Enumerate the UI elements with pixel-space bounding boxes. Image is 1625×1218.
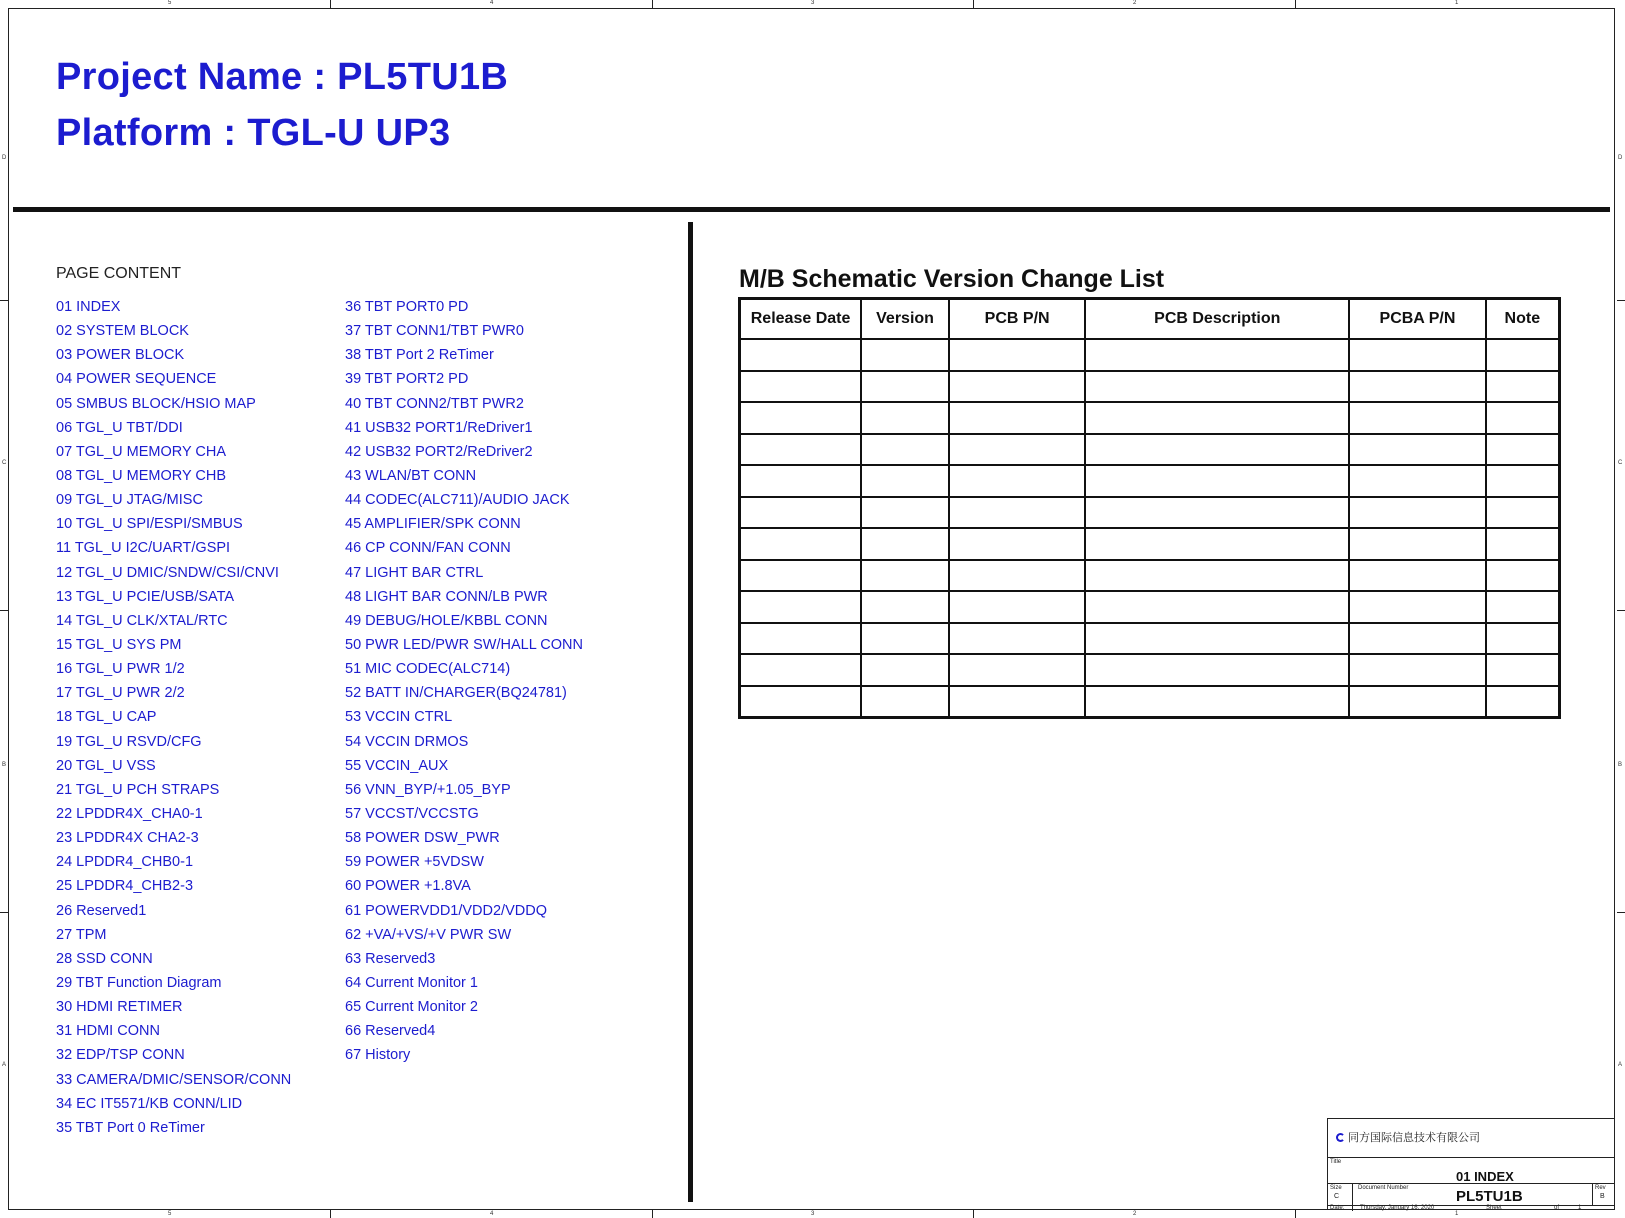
page-content-item: 01 INDEX [56,299,121,315]
table-cell [949,465,1085,497]
zone-tick [330,0,331,8]
project-name-heading: Project Name : PL5TU1B [56,56,509,98]
page-content-item: 36 TBT PORT0 PD [345,299,469,315]
version-change-table [738,297,1561,719]
table-cell [1349,591,1485,623]
table-cell [1486,465,1560,497]
page-content-item: 53 VCCIN CTRL [345,709,453,726]
table-cell [949,339,1085,371]
table-row [740,371,1560,403]
zone-label: A [1618,1062,1623,1068]
table-cell [1085,497,1349,529]
page-content-item: 24 LPDDR4_CHB0-1 [56,854,194,871]
table-cell [861,686,949,718]
page-content-item: 29 TBT Function Diagram [56,974,222,991]
table-cell [740,402,862,434]
table-cell [861,339,949,371]
table-cell [1349,497,1485,529]
page-content-item: 31 HDMI CONN [56,1023,160,1040]
table-cell [1085,560,1349,592]
zone-tick [0,610,8,611]
zone-tick [973,0,974,8]
table-cell [740,528,862,560]
platform-heading: Platform : TGL-U UP3 [56,112,451,154]
table-cell [1085,402,1349,434]
page-content-item: 28 SSD CONN [56,950,153,967]
table-cell [1349,686,1485,718]
table-cell [861,497,949,529]
page-content-item: 13 TGL_U PCIE/USB/SATA [56,588,235,605]
page-content-item: 10 TGL_U SPI/ESPI/SMBUS [56,516,243,533]
page-content-item: 58 POWER DSW_PWR [345,830,500,847]
table-cell [1486,686,1560,718]
sheet-label: Sheet [1486,1205,1502,1211]
page-content-item: 07 TGL_U MEMORY CHA [56,443,227,460]
table-cell [949,371,1085,403]
sheet-title: 01 INDEX [1456,1169,1514,1184]
page-content-item: 18 TGL_U CAP [56,709,157,726]
table-row [740,591,1560,623]
table-cell [949,654,1085,686]
page-content-item: 23 LPDDR4X CHA2-3 [56,830,199,847]
company-logo [1336,1129,1480,1145]
page-content-item: 15 TGL_U SYS PM [56,636,182,653]
col-pcba-pn: PCBA P/N [1349,299,1485,340]
title-label: Title [1330,1159,1342,1165]
table-cell [1349,339,1485,371]
table-cell [1486,434,1560,466]
table-cell [1349,402,1485,434]
table-row [740,434,1560,466]
page-content-item: 42 USB32 PORT2/ReDriver2 [345,443,533,460]
zone-label: 1 [1455,0,1459,6]
table-cell [1349,371,1485,403]
rev-value: B [1600,1193,1605,1200]
zone-tick [330,1210,331,1218]
table-cell [949,560,1085,592]
page-content-item: 39 TBT PORT2 PD [345,371,469,388]
col-pcb-description: PCB Description [1085,299,1349,340]
zone-tick [652,0,653,8]
table-cell [861,654,949,686]
table-cell [1486,528,1560,560]
zone-tick [973,1210,974,1218]
page-content-item: 41 USB32 PORT1/ReDriver1 [345,419,533,436]
table-cell [1085,623,1349,655]
table-cell [1486,623,1560,655]
table-cell [1085,686,1349,718]
page-content-item: 34 EC IT5571/KB CONN/LID [56,1095,243,1112]
table-cell [1349,560,1485,592]
page-content-item: 40 TBT CONN2/TBT PWR2 [345,395,524,412]
title-block [1327,1118,1615,1210]
table-row [740,528,1560,560]
table-header-row [740,299,1560,340]
table-cell [740,497,862,529]
zone-label: 2 [1133,0,1137,6]
zone-tick [1617,912,1625,913]
col-release-date: Release Date [740,299,862,340]
date-value: Thursday, January 16, 2020 [1360,1205,1435,1211]
table-cell [949,528,1085,560]
table-cell [1085,371,1349,403]
zone-label: 5 [168,0,172,6]
page-content-title: PAGE CONTENT [56,265,182,282]
sheet-total: 1 [1578,1205,1582,1211]
version-change-list-title: M/B Schematic Version Change List [739,265,1165,293]
table-cell [740,623,862,655]
table-row [740,560,1560,592]
page-content-item: 03 POWER BLOCK [56,347,185,364]
table-cell [1349,465,1485,497]
zone-label: 1 [1455,1211,1459,1217]
table-cell [949,591,1085,623]
zone-label: 2 [1133,1211,1137,1217]
table-cell [1349,623,1485,655]
zone-label: 4 [490,0,494,6]
company-name: 同方国际信息技术有限公司 [1348,1132,1480,1144]
table-cell [1085,528,1349,560]
table-row [740,497,1560,529]
table-cell [1349,528,1485,560]
page-content-item: 38 TBT Port 2 ReTimer [345,347,494,364]
doc-number-value: PL5TU1B [1456,1188,1523,1205]
page-content-item: 64 Current Monitor 1 [345,974,478,991]
zone-tick [1295,0,1296,8]
table-cell [1486,497,1560,529]
table-cell [1486,654,1560,686]
column-divider [688,222,693,1202]
page-content-item: 35 TBT Port 0 ReTimer [56,1119,205,1136]
zone-label: 4 [490,1211,494,1217]
table-cell [1085,465,1349,497]
page-content-item: 48 LIGHT BAR CONN/LB PWR [345,588,548,605]
page-content-item: 57 VCCST/VCCSTG [345,805,479,822]
zone-label: D [1618,155,1623,161]
page-content-list-1 [56,295,291,1140]
table-row [740,623,1560,655]
table-cell [861,402,949,434]
table-cell [861,465,949,497]
zone-label: B [1618,762,1623,768]
table-cell [740,339,862,371]
table-cell [949,434,1085,466]
rev-label: Rev [1595,1185,1606,1191]
zone-label: A [2,1062,7,1068]
page-content-item: 30 HDMI RETIMER [56,999,183,1016]
table-cell [1486,560,1560,592]
page-content-item: 50 PWR LED/PWR SW/HALL CONN [345,636,583,653]
page-content-item: 60 POWER +1.8VA [345,878,471,895]
page-content-item: 65 Current Monitor 2 [345,999,478,1016]
page-content-item: 54 VCCIN DRMOS [345,733,469,750]
table-cell [740,591,862,623]
table-cell [740,654,862,686]
page-content-item: 08 TGL_U MEMORY CHB [56,467,227,484]
zone-tick [0,912,8,913]
table-cell [1085,339,1349,371]
table-row [740,339,1560,371]
page-content-item: 22 LPDDR4X_CHA0-1 [56,805,203,822]
page-content-item: 62 +VA/+VS/+V PWR SW [345,926,512,943]
zone-label: 3 [811,0,815,6]
table-cell [949,686,1085,718]
page-content-item: 37 TBT CONN1/TBT PWR0 [345,323,524,340]
table-row [740,465,1560,497]
page-content-item: 14 TGL_U CLK/XTAL/RTC [56,612,228,629]
company-logo-icon [1336,1133,1345,1142]
page-content-item: 11 TGL_U I2C/UART/GSPI [56,540,231,557]
zone-label: C [1618,460,1623,466]
table-cell [949,497,1085,529]
table-cell [740,686,862,718]
table-cell [1486,371,1560,403]
table-cell [740,434,862,466]
page-content-item: 44 CODEC(ALC711)/AUDIO JACK [345,492,570,509]
table-cell [740,371,862,403]
page-content-item: 49 DEBUG/HOLE/KBBL CONN [345,612,548,629]
page-content-item: 19 TGL_U RSVD/CFG [56,733,202,750]
page-content-item: 04 POWER SEQUENCE [56,371,217,388]
table-cell [740,560,862,592]
page-content-item: 43 WLAN/BT CONN [345,467,477,484]
table-cell [1085,654,1349,686]
zone-label: D [2,155,7,161]
table-cell [861,528,949,560]
page-content-item: 20 TGL_U VSS [56,757,156,774]
table-row [740,654,1560,686]
table-cell [1349,434,1485,466]
zone-tick [1617,300,1625,301]
table-row [740,402,1560,434]
table-cell [1085,591,1349,623]
table-row [740,686,1560,718]
page-content-item: 09 TGL_U JTAG/MISC [56,492,203,509]
page-content-item: 59 POWER +5VDSW [345,854,484,871]
page-content-list-2 [345,295,583,1068]
table-cell [1349,654,1485,686]
page-content-item: 61 POWERVDD1/VDD2/VDDQ [345,902,547,919]
zone-label: C [2,460,7,466]
page-content-item: 67 History [345,1047,411,1064]
page-content-item: 05 SMBUS BLOCK/HSIO MAP [56,395,256,412]
page-content-item: 55 VCCIN_AUX [345,757,449,774]
page-content-item: 27 TPM [56,926,107,943]
table-cell [861,623,949,655]
table-cell [861,591,949,623]
page-content-item: 45 AMPLIFIER/SPK CONN [345,516,521,533]
table-cell [861,434,949,466]
page-content-item: 52 BATT IN/CHARGER(BQ24781) [345,685,567,702]
size-label: Size [1330,1185,1342,1191]
table-cell [861,371,949,403]
zone-tick [0,300,8,301]
page-content-item: 46 CP CONN/FAN CONN [345,540,511,557]
doc-number-label: Document Number [1358,1185,1409,1191]
zone-label: 3 [811,1211,815,1217]
page-content-item: 21 TGL_U PCH STRAPS [56,781,220,798]
table-cell [1486,402,1560,434]
col-note: Note [1486,299,1560,340]
date-label: Date: [1330,1205,1345,1211]
page-content-item: 63 Reserved3 [345,950,436,967]
page-content-item: 33 CAMERA/DMIC/SENSOR/CONN [56,1071,292,1088]
header-divider [13,207,1610,212]
page-content-item: 32 EDP/TSP CONN [56,1047,185,1064]
of-label: of [1554,1205,1560,1211]
table-cell [1486,591,1560,623]
col-pcb-pn: PCB P/N [949,299,1085,340]
page-content-item: 06 TGL_U TBT/DDI [56,419,183,436]
table-cell [1085,434,1349,466]
page-content-item: 12 TGL_U DMIC/SNDW/CSI/CNVI [56,564,279,581]
page-content-item: 25 LPDDR4_CHB2-3 [56,878,194,895]
table-cell [861,560,949,592]
page-content-item: 56 VNN_BYP/+1.05_BYP [345,781,511,798]
zone-label: 5 [168,1211,172,1217]
page-content-item: 16 TGL_U PWR 1/2 [56,661,185,678]
zone-label: B [2,762,7,768]
page-content-item: 66 Reserved4 [345,1023,436,1040]
zone-tick [1617,610,1625,611]
page-content-item: 26 Reserved1 [56,902,147,919]
page-content-item: 02 SYSTEM BLOCK [56,323,189,340]
zone-tick [652,1210,653,1218]
zone-tick [1295,1210,1296,1218]
page-content-item: 51 MIC CODEC(ALC714) [345,661,511,678]
page-content-item: 47 LIGHT BAR CTRL [345,564,484,581]
size-value: C [1334,1193,1340,1200]
table-cell [1486,339,1560,371]
table-cell [949,402,1085,434]
table-cell [740,465,862,497]
table-cell [949,623,1085,655]
page-content-item: 17 TGL_U PWR 2/2 [56,685,185,702]
col-version: Version [861,299,949,340]
